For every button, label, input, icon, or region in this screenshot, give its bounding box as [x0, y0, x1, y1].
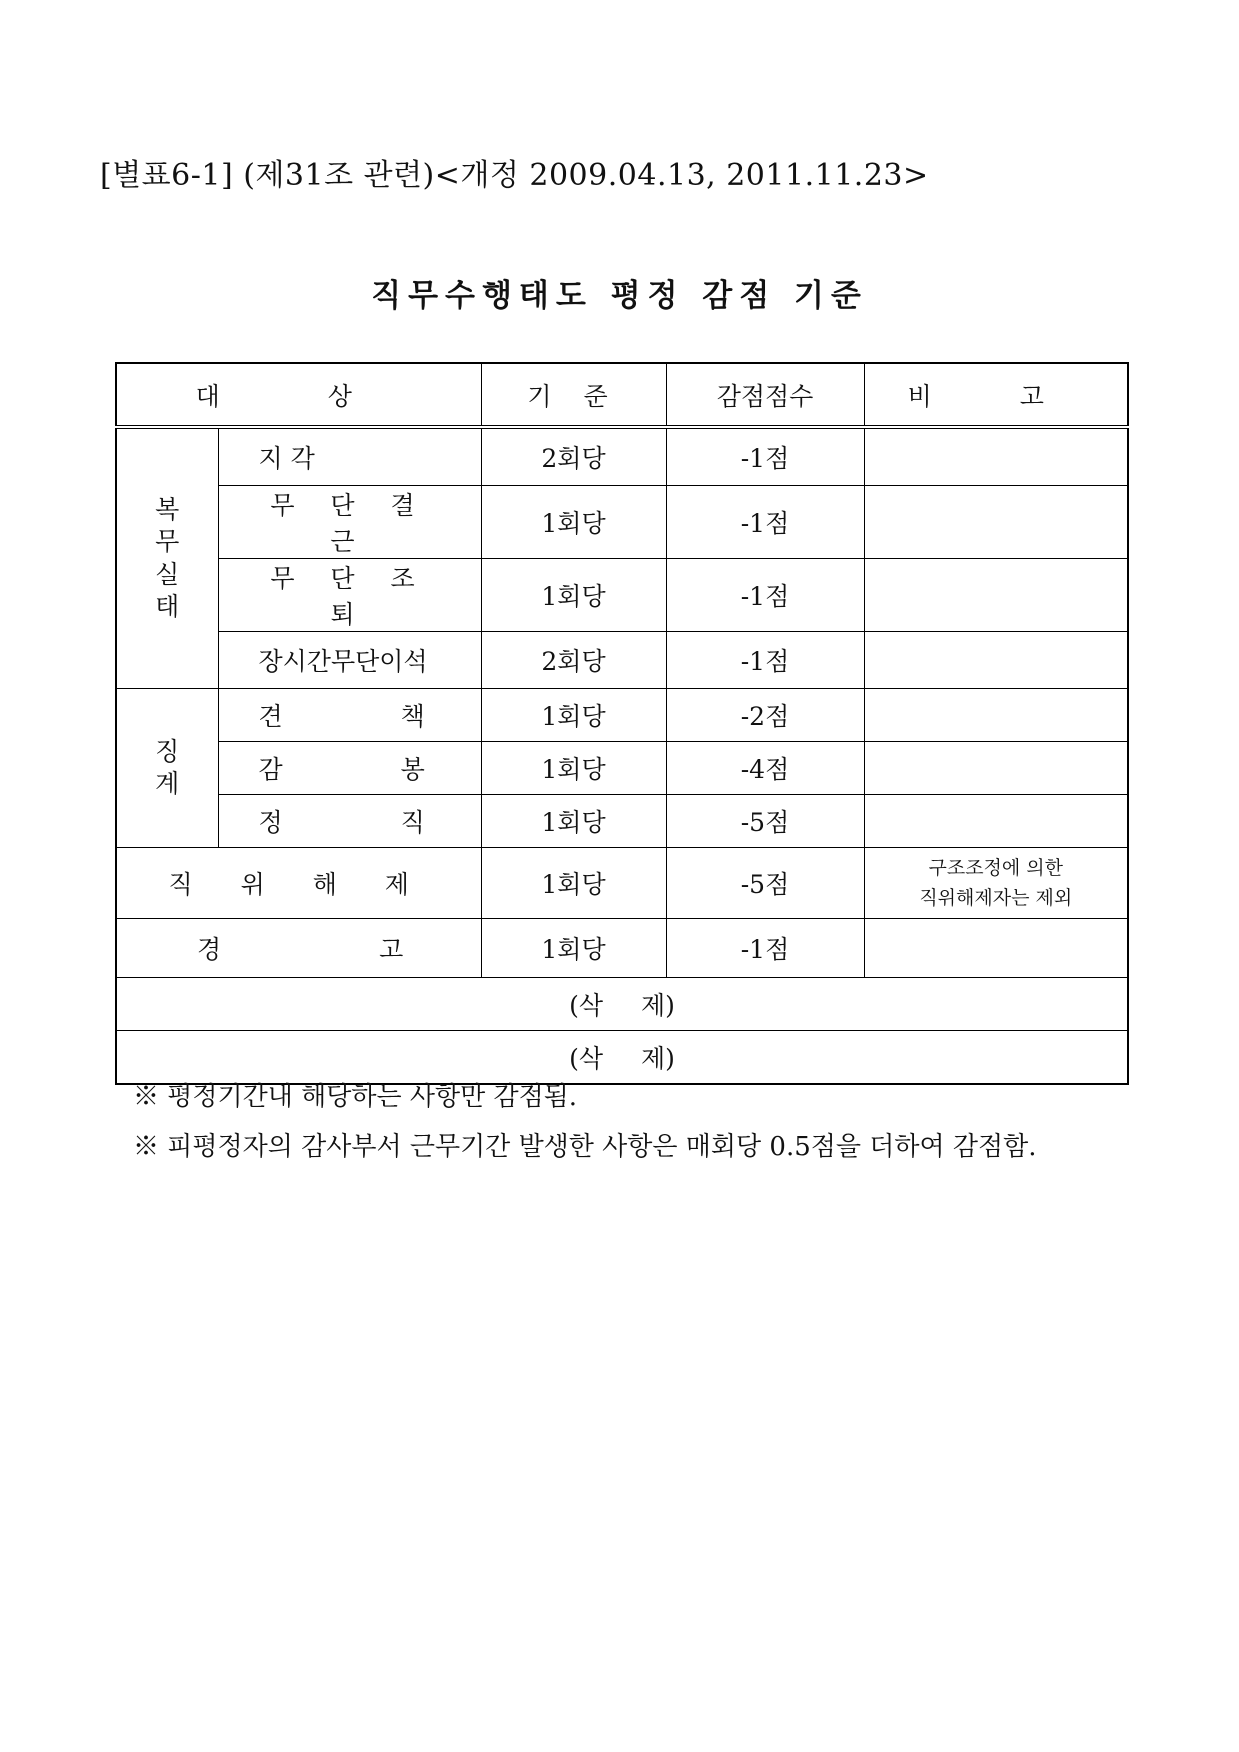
row-remark	[864, 486, 1128, 559]
footnote: ※ 평정기간내 해당하는 사항만 감점됨.	[133, 1082, 578, 1112]
row-remark	[864, 848, 1128, 919]
footnotes	[133, 1072, 1036, 1172]
row-remark	[864, 427, 1128, 486]
remark-line-2: 직위해제자는 제외	[919, 887, 1073, 909]
row-remark	[864, 795, 1128, 848]
deleted-row: (삭 제)	[116, 978, 1128, 1031]
footnote: ※ 피평정자의 감사부서 근무기간 발생한 사항은 매회당 0.5점을 더하여 감점함.	[133, 1132, 1037, 1162]
row-item: 감 봉	[218, 742, 481, 795]
row-deduction: -4점	[666, 742, 864, 795]
row-item: 직 위 해 제	[116, 848, 481, 919]
row-item: 정 직	[218, 795, 481, 848]
header-remarks: 비 고	[864, 363, 1128, 427]
row-deduction: -1점	[666, 427, 864, 486]
document-title: 직무수행태도 평정 감점 기준	[371, 278, 868, 314]
table-row	[116, 978, 1128, 1031]
row-deduction: -5점	[666, 795, 864, 848]
header-deduction: 감점점수	[666, 363, 864, 427]
row-criteria: 2회당	[481, 632, 666, 689]
table-row	[116, 689, 1128, 742]
row-criteria: 1회당	[481, 919, 666, 978]
group-attendance: 복무실태	[116, 427, 218, 689]
table-row	[116, 427, 1128, 486]
table-header-row	[116, 363, 1128, 427]
row-item: 무 단 조 퇴	[218, 559, 481, 632]
table-row	[116, 848, 1128, 919]
row-item: 경 고	[116, 919, 481, 978]
row-item: 지 각	[218, 427, 481, 486]
table-row	[116, 795, 1128, 848]
remark-line-1: 구조조정에 의한	[928, 856, 1064, 879]
row-deduction: -1점	[666, 919, 864, 978]
row-deduction: -5점	[666, 848, 864, 919]
row-remark	[864, 689, 1128, 742]
row-remark	[864, 919, 1128, 978]
row-criteria: 2회당	[481, 427, 666, 486]
row-item: 견 책	[218, 689, 481, 742]
row-deduction: -1점	[666, 632, 864, 689]
row-criteria: 1회당	[481, 689, 666, 742]
table-row	[116, 919, 1128, 978]
row-item: 무 단 결 근	[218, 486, 481, 559]
row-deduction: -1점	[666, 486, 864, 559]
header-criteria: 기 준	[481, 363, 666, 427]
row-item: 장시간무단이석	[218, 632, 481, 689]
table-row	[116, 486, 1128, 559]
group-discipline: 징계	[116, 689, 218, 848]
deleted-row: (삭 제)	[116, 1031, 1128, 1085]
table-row	[116, 559, 1128, 632]
row-criteria: 1회당	[481, 848, 666, 919]
row-criteria: 1회당	[481, 795, 666, 848]
document-header: [별표6-1] (제31조 관련)<개정 2009.04.13, 2011.11.23>	[100, 158, 929, 193]
row-deduction: -2점	[666, 689, 864, 742]
header-target: 대 상	[116, 363, 481, 427]
row-criteria: 1회당	[481, 559, 666, 632]
row-deduction: -1점	[666, 559, 864, 632]
row-criteria: 1회당	[481, 742, 666, 795]
deduction-criteria-table	[115, 362, 1129, 1085]
row-remark	[864, 632, 1128, 689]
row-remark	[864, 559, 1128, 632]
table-row	[116, 632, 1128, 689]
table-row	[116, 742, 1128, 795]
row-criteria: 1회당	[481, 486, 666, 559]
row-remark	[864, 742, 1128, 795]
